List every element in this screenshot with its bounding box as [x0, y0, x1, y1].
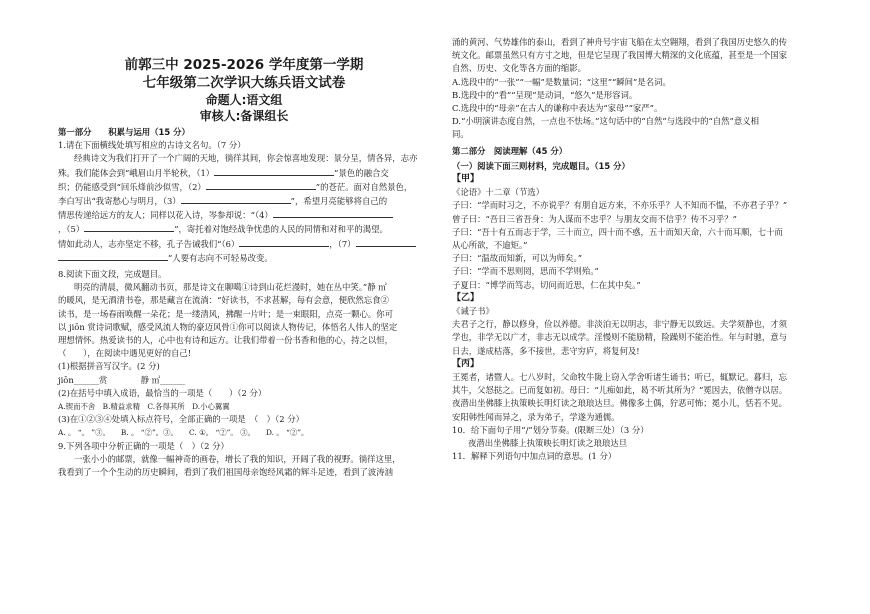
part2-heading: 第二部分 阅读理解（45 分） [452, 145, 568, 156]
q8-passage-line: 以 jiōn 赏诗词歌赋，感受风流人物的豪迈风骨①你可以阅读人物传记，体悟名人伟人的坚定 [58, 321, 398, 332]
answer-blank-5[interactable] [84, 222, 174, 232]
question-1: 1.请在下面横线处填写相应的古诗文名句。（7 分） [58, 140, 246, 151]
exam-subtitle: 七年级第二次学识大练兵语文试卷 [142, 75, 346, 91]
question-9: 9.下列各项中分析正确的一项是（ ）（2 分） [58, 440, 229, 451]
q1-text: 情思传递给远方的友人；同样以花入诗，岑参却说：“（4） [58, 208, 430, 222]
q8-sub-3-options: A. 。 “。 ”③。 B. 。 “②”。③。 C. ①。 “②”。 ③。 D. 。 “②”。 [58, 428, 309, 438]
q8-passage-line: （ ），在阅读中遇见更好的自己! [58, 348, 192, 359]
material-bing-tag: 【丙】 [452, 358, 480, 369]
q9-passage-line: 统文化。邮票虽然只有方寸之地，但是它呈现了我国博大精深的文化底蕴，甚至是一个国家 [452, 50, 787, 61]
question-11: 11．解释下列语句中加点词的意思。(1 分） [452, 451, 617, 462]
lunyu-line: 子曰：“学而不思则罔，思而不学则殆。” [452, 266, 599, 277]
jiezishu-line: 夫君子之行，静以修身，俭以养德。非淡泊无以明志，非宁静无以致远。夫学须静也，才须 [452, 319, 787, 330]
answer-blank-6[interactable] [239, 237, 329, 247]
part1-heading: 第一部分 积累与运用（15 分） [58, 127, 190, 137]
q8-sub-2-options: A.锲而不舍 B.精益求精 C.各得其所 D.小心翼翼 [58, 402, 230, 412]
material-jia-tag: 【甲】 [452, 174, 480, 185]
q8-sub-3: (3)在①②③④处填入标点符号，全部正确的一项是 （ ）（2 分） [58, 414, 304, 425]
answer-blank-4[interactable] [273, 208, 393, 218]
q9-option-d: D.“小明演讲态度自然，一点也不怯场。”这句话中的“自然”与选段中的“自然”意义相 [452, 116, 759, 127]
lunyu-line: 子曰：“吾十有五而志于学，三十而立，四十而不惑，五十而知天命，六十而耳顺，七十而 [452, 226, 783, 237]
q8-sub-1-answers[interactable]: jiōn______赏 静 ㎡______ [58, 374, 186, 385]
material-yi-title: 《诫子书》 [452, 306, 494, 317]
q1-text: 李白写出“我寄愁心与明月，（3） ”，希望月亮能够将自己的 [58, 196, 388, 207]
lunyu-line: 子夏曰：“博学而笃志，切问而近思，仁在其中矣。” [452, 279, 641, 290]
q8-passage-line: 理想情怀。热爱读书的人，心中也有诗和远方。让我们带着一份书香和他的心，持之以恒， [58, 335, 393, 346]
q1-text: 织；仍能感受到“回乐烽前沙似雪，（2） ”的苍茫。面对自然景色， [58, 181, 413, 192]
answer-blank-7b[interactable] [58, 251, 168, 261]
q9-passage-line: 涌的黄河、气势雄伟的泰山，看到了神舟号宇宙飞船在太空翱翔，看到了我国历史悠久的传 [452, 37, 787, 47]
wangmian-line: 王冕者，诸暨人。七八岁时，父命牧牛陇上窃入学舍听诸生诵书；听已，辄默记。暮归，忘 [452, 372, 787, 383]
question-10: 10．给下面句子用“/”划分节奏。(限断三处）（3 分） [452, 424, 649, 435]
q9-passage-line: 我看到了一个个生动的历史瞬间，看到了我们祖国母亲饱经风霜的辉斗足迹，看到了波涛汹 [58, 467, 393, 478]
q9-passage-line: 自然、历史、文化等各方面的缩影。 [452, 63, 586, 74]
q8-passage-line: 的暖风，是无酒清书卷，那是藏言在流淌：“好读书，不求甚解，每有会意，便欣然忘食② [58, 295, 389, 306]
q1-text: 经典诗文为我们打开了一个广阔的天地，徜徉其间，你会惊喜地发现：景分呈，情各异，志亦殊。我们能体会到“峨眉山月半轮秋，（1） ”景色的融合交 [58, 153, 418, 178]
q1-text: ”人要有志向不可轻易改变。 [58, 251, 430, 265]
right-column [452, 36, 822, 464]
jiezishu-line: 日去，遂成枯落，多不接世，悲守穷庐，将复何及! [452, 345, 640, 356]
wangmian-line: 夜潜出坐佛膝上执策映长明灯读之琅琅达旦。佛像多土偶，狞恶可怖；冕小儿，恬若不见。 [452, 398, 787, 409]
material-jia-title: 《论语》十二章（节选） [452, 187, 545, 198]
part2-subheading: （一）阅读下面三则材料，完成题目。（15 分） [452, 160, 630, 171]
q9-option-b: B.选段中的“看”“呈现”是动词，“悠久”是形容词。 [452, 89, 638, 100]
lunyu-line: 从心所欲，不逾矩。” [452, 240, 528, 251]
wangmian-line: 其牛，父怒挞之。已而复如初。母曰：“儿痴如此，曷不听其所为？”冕因去，依僧寺以居。 [452, 385, 788, 396]
q8-passage-line: 明亮的清晨，微风翻动书页，那是诗文在聊噶①诗到山花烂漫时，她在丛中笑。”静 ㎡ [74, 282, 387, 293]
material-yi-tag: 【乙】 [452, 292, 480, 303]
q1-text: 情如此动人，志亦坚定不移，孔子告诫我们“（6） ，（7） [58, 237, 430, 251]
exam-title: 前郭三中 2025-2026 学年度第一学期 [124, 57, 364, 73]
lunyu-line: 子曰：“温故而知新，可以为师矣。” [452, 253, 582, 264]
lunyu-line: 子曰：“学而时习之，不亦说乎？有朋自远方来，不亦乐乎？人不知而不愠，不亦君子乎？” [452, 200, 788, 211]
question-8: 8.阅读下面文段，完成题目。 [58, 269, 167, 280]
lunyu-line: 曾子曰：“吾日三省吾身：为人谋而不忠乎？与朋友交而不信乎？传不习乎？” [452, 213, 737, 224]
jiezishu-line: 学也，非学无以广才，非志无以成学。淫慢则不能励精，险躁则不能治性。年与时驰，意与 [452, 332, 787, 343]
answer-blank-7[interactable] [356, 237, 416, 247]
q9-option-c: C.选段中的“母亲”在古人的谦称中表达为“家母”“家严”。 [452, 103, 663, 114]
question-10-sentence[interactable]: 夜潜出坐佛膝上执策映长明灯读之琅琅达旦 [468, 438, 628, 449]
q8-sub-1: (1)根据拼音写汉字。(2 分) [58, 361, 160, 372]
answer-blank-2[interactable] [206, 180, 316, 190]
q1-text: ，（5） ”，寄托着对饱经战争忧患的人民的同情和对和平的渴望。 [58, 224, 388, 235]
left-column [58, 56, 430, 479]
q8-passage-line: 读书，是一场春雨唤醒一朵花；是一缕清风，拂醒一片叶；是一束眼阳，点亮一颗心。你可 [58, 308, 393, 319]
reviewer-line: 审核人:备课组长 [199, 109, 289, 123]
answer-blank-1[interactable] [214, 166, 334, 176]
answer-blank-3[interactable] [181, 194, 291, 204]
q9-option-d: 同。 [452, 129, 469, 140]
q9-option-a: A.选段中的“一张”“一幅”是数量词；“这里”“瞬间”是名词。 [452, 76, 671, 87]
q9-passage-line: 一张小小的邮票，就像一幅神奇的画卷，增长了我的知识，开阔了我的视野。徜徉这里， [74, 453, 401, 464]
q8-sub-2: (2)在括号中填入成语，最恰当的一项是（ ）（2 分） [58, 387, 267, 398]
wangmian-line: 安阳韩性闻而异之，录为弟子，学遂为通儒。 [452, 411, 620, 422]
author-line: 命题人:语文组 [205, 93, 283, 107]
